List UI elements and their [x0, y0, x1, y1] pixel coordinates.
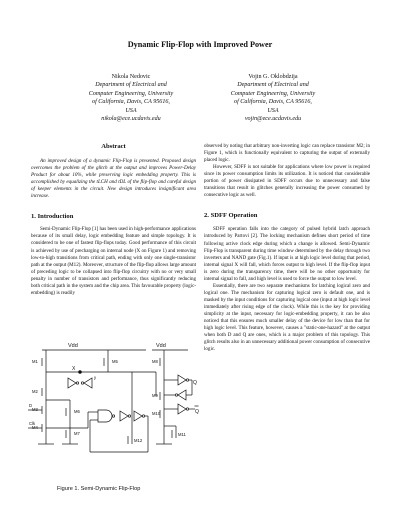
transistor-label: M12: [134, 438, 143, 443]
inverter-symbol: [68, 378, 76, 388]
transistor-label: M11: [178, 432, 186, 437]
section-heading: 2. SDFF Operation: [204, 212, 258, 220]
author-affiliation-line: Computer Engineering, University: [88, 90, 174, 97]
author-name: Nikola Nedovic: [111, 74, 151, 80]
body-paragraph: SDFF operation falls into the category of pulsed hybrid latch approach introduced by Partovi [2]. The locking mechanism defines short period of time following active clock edge during which a change is allowed. Semi-Dynamic Flip-Flop is transparent during time window determined by the delay through two inverters and NAND gate (Fig.1). If input is at high logic level during that period, internal signal X will fall, which forces output to high level. If the flip-flop input is zero during the transparency time, there will be no other opportunity for internal signal to fall, and high level is used to force the output to low level.: [204, 226, 370, 282]
body-paragraph: observed by noting that arbitrary non-inverting logic can replace transistor M2; in Figure 1, which is functionally equivalent to capturing the output of externally placed logic.: [204, 143, 370, 164]
author-affiliation-line: USA: [267, 107, 279, 114]
vdd-label: Vdd: [68, 343, 78, 349]
author-block-2: [198, 73, 348, 123]
semi-dynamic-flip-flop-schematic: [28, 340, 200, 466]
nand-gate-symbol: [98, 410, 112, 422]
author-affiliation-line: Computer Engineering, University: [230, 90, 316, 97]
author-name: Vojin G. Oklobdzija: [248, 74, 298, 80]
inverter-symbol: [178, 375, 186, 385]
body-paragraph: Essentially, there are two separate mechanisms for latching logical zero and logical one. The mechanism for capturing logical zero is default one, and is masked by the input conditions for capturing logical one (input at high logic level immediately after rising edge of the clock). While this is the key for providing simplicity at the input, necessary for logic-embedding property, it can be also noticed that this ensures much smaller delay of the device for low than that for high logic level. This feature, however, causes a "static-one-hazard" at the output when both D and Q are ones, which is a major problem of this topology. This glitch results also in an unnecessary additional power consumption of consecutive logic.: [204, 282, 370, 353]
inverter-symbol: [134, 411, 142, 421]
input-label-d: D: [29, 403, 33, 408]
transistor-label: M2: [32, 389, 38, 394]
author-affiliation-line: Department of Electrical and: [95, 82, 167, 89]
transistor-label: M6: [74, 409, 80, 414]
author-affiliation-line: of California, Davis, CA 95616,: [92, 99, 170, 106]
inverter-symbol: [84, 378, 92, 388]
transistor-label: M7: [74, 431, 80, 436]
author-email: nikola@ece.ucdavis.edu: [101, 116, 161, 123]
vdd-label: Vdd: [156, 343, 166, 349]
author-affiliation-line: Department of Electrical and: [237, 82, 309, 89]
author-affiliation-line: USA: [125, 107, 137, 114]
paper-title: Dynamic Flip-Flop with Improved Power: [127, 40, 273, 49]
input-label-clk: Clk: [29, 421, 36, 426]
right-column: [204, 143, 370, 353]
author-affiliation-line: of California, Davis, CA 95616,: [234, 99, 312, 106]
inverter-symbol: [120, 411, 128, 421]
node-dot: [79, 371, 82, 374]
transistor-label: M8: [152, 359, 158, 364]
author-block-1: [56, 73, 206, 123]
intro-text: Semi-Dynamic Flip-Flop [1] has been used in high-performance applications because of its small delay, logic embedding feature and simple topology. It is considered to be one of fastest flip-flops today. Good performance of this circuit is achieved by use of precharging on internal node (X on Figure 1) and removing low-to-high transitions from critical path, ending with only one single-transistor path at the output (M12). Moreover, structure of the flip-flop allows large amount of preceding logic to be collapsed into flip-flop circuitry with no or very small penalty in number of transistors and performance, thus significantly reducing both critical path in the system and the chip area. This favourable property (logic-embedding) is readily: [31, 226, 196, 296]
output-label-qbar: Q: [195, 409, 199, 415]
transistor-label: M9: [152, 393, 158, 398]
figure-caption: Figure 1. Semi-Dynamic Flip-Flop: [57, 486, 141, 492]
nand-bubble: [112, 415, 114, 417]
abstract-text: An improved design of a dynamic Flip-Flop is presented. Proposed design overcomes the problem of the glitch at the output and improves Power-Delay Product for about 10%, while preserving logic embedding property. This is accomplished by equalizing the tLCH and tDL of the flip-flop and careful design of keeper elements in the circuit. New design introduces insignificant area increase.: [31, 158, 196, 200]
transistor-label: M5: [112, 359, 118, 364]
body-paragraph: However, SDFF is not suitable for applications where low power is required since its power consumption limits its utilization. It is noticed that considerable portion of power dissipated in SDFF occurs due to unnecessary and false transitions that result in glitches generally increasing the power consumed by consecutive logic as well.: [204, 164, 370, 199]
inverter-symbol: [178, 404, 186, 414]
intro-heading: 1. Introduction: [31, 213, 74, 221]
abstract-heading: Abstract: [101, 143, 126, 150]
transistor-label: M1: [32, 359, 38, 364]
author-email: vojin@ece.ucdavis.edu: [244, 116, 302, 123]
output-label-q: Q: [193, 380, 197, 386]
node-label-x: X: [72, 366, 76, 372]
transistor-label: M10: [152, 411, 161, 416]
node-label-y: y: [94, 375, 97, 380]
inverter-symbol: [178, 390, 186, 400]
transistor-label: M3: [32, 407, 38, 412]
left-column: [31, 143, 196, 297]
transistor-label: M4: [32, 425, 38, 430]
